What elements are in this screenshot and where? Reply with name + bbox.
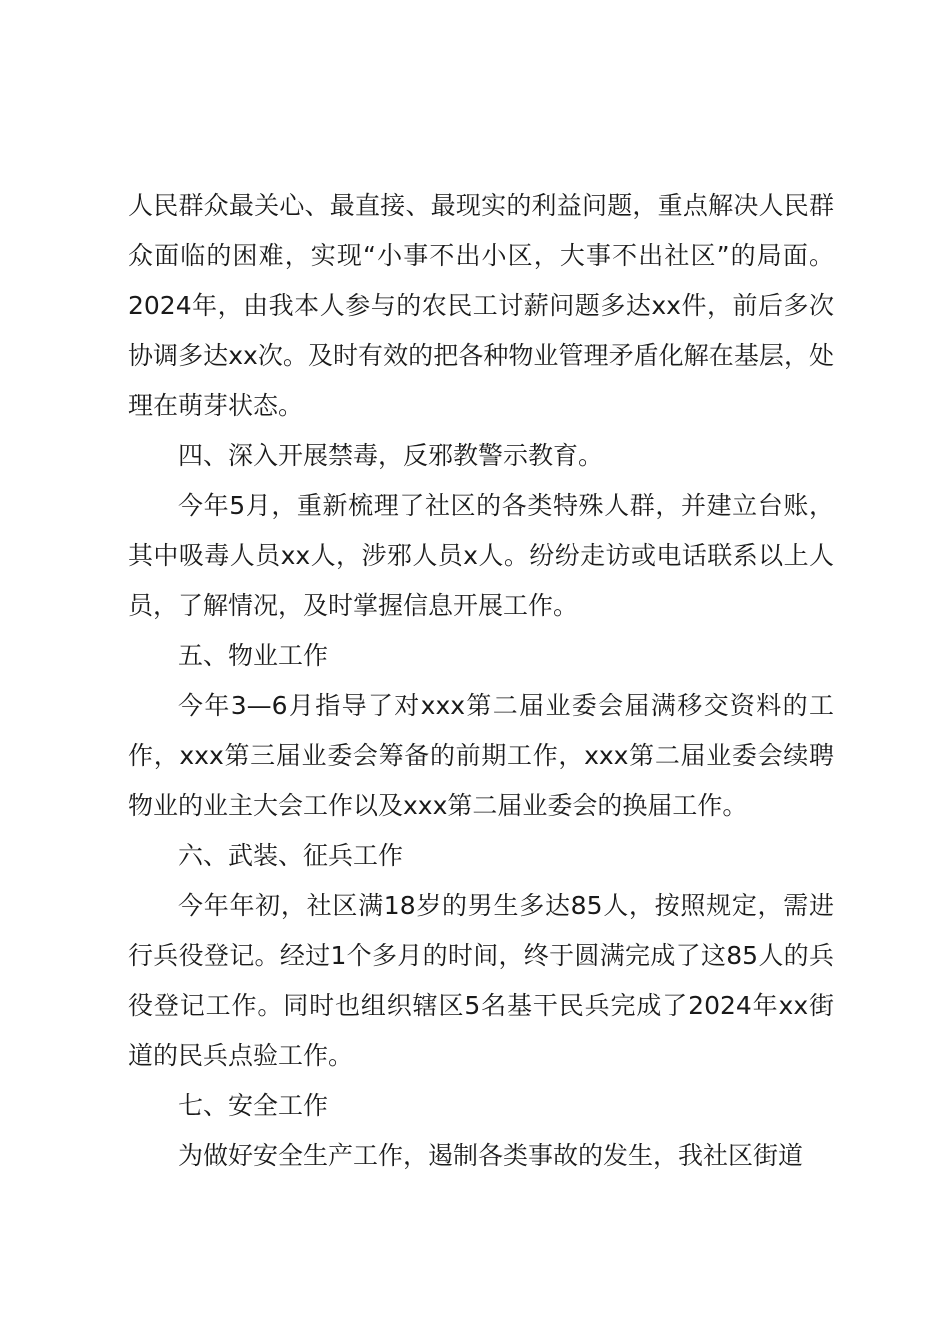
paragraph-military-registration: 今年年初，社区满18岁的男生多达85人，按照规定，需进行兵役登记。经过1个多月的时间，终于圆满完成了这85人的兵役登记工作。同时也组织辖区5名基干民兵完成了2024年xx街道的民兵点验工作。 — [128, 891, 834, 1070]
section-heading-safety: 七、安全工作 — [178, 1091, 329, 1120]
section-heading-anti-drug: 四、深入开展禁毒，反邪教警示教育。 — [178, 441, 604, 470]
paragraph-owners-committee: 今年3—6月指导了对xxx第二届业委会届满移交资料的工作，xxx第三届业委会筹备的前期工作，xxx第二届业委会续聘物业的业主大会工作以及xxx第二届业委会的换届工作。 — [128, 691, 834, 820]
paragraph-grievance-resolution: 人民群众最关心、最直接、最现实的利益问题，重点解决人民群众面临的困难，实现“小事不出小区，大事不出社区”的局面。2024年，由我本人参与的农民工讨薪问题多达xx件，前后多次协调多达xx次。及时有效的把各种物业管理矛盾化解在基层，处理在萌芽状态。 — [128, 191, 834, 420]
section-heading-militia: 六、武装、征兵工作 — [178, 841, 404, 870]
paragraph-special-groups: 今年5月，重新梳理了社区的各类特殊人群，并建立台账，其中吸毒人员xx人，涉邪人员x人。纷纷走访或电话联系以上人员，了解情况，及时掌握信息开展工作。 — [128, 491, 834, 620]
paragraph-safety-production: 为做好安全生产工作，遏制各类事故的发生，我社区街道 — [178, 1141, 804, 1170]
section-heading-property: 五、物业工作 — [178, 641, 329, 670]
document-body — [128, 181, 834, 1181]
